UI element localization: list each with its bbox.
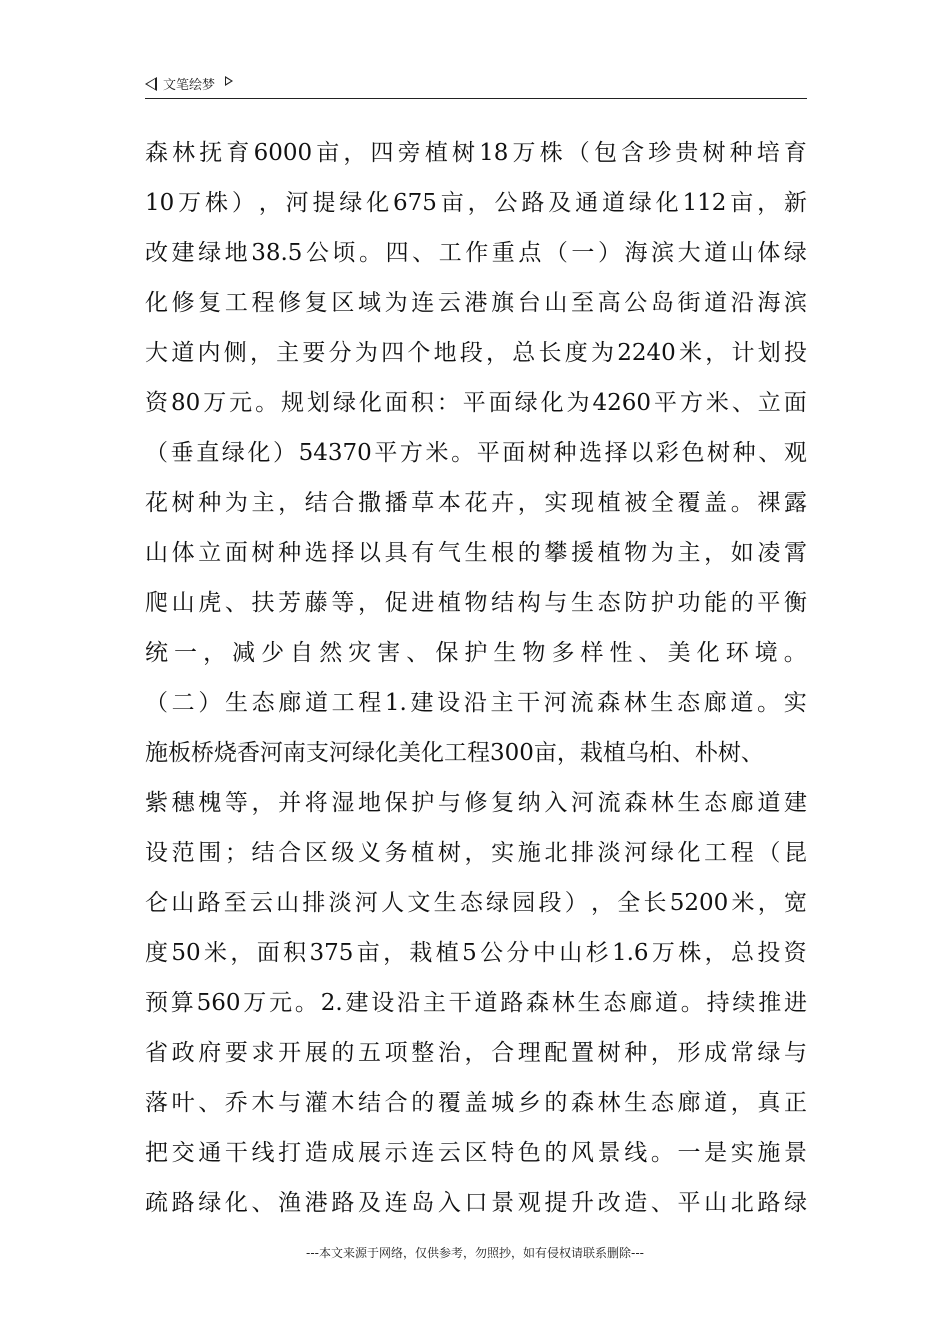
page-header <box>145 72 807 99</box>
body-line: 设 范 围 ； 结 合 区 级 义 务 植 树 ， 实 施 北 排 淡 河 绿 化 工 程 （ 昆 <box>145 840 807 866</box>
body-line: 山 体 立 面 树 种 选 择 以 具 有 气 生 根 的 攀 援 植 物 为 主 ， 如 凌 霄 <box>145 540 807 566</box>
header-title: 文笔绘梦 <box>163 78 216 93</box>
body-line: 森 林 抚 育 6000 亩 ， 四 旁 植 树 18 万 株 （ 包 含 珍 贵 树 种 培 育 <box>145 140 807 166</box>
body-line: 省 政 府 要 求 开 展 的 五 项 整 治 ， 合 理 配 置 树 种 ， 形 成 常 绿 与 <box>145 1040 807 1066</box>
body-line: 度 50 米 ， 面 积 375 亩 ， 栽 植 5 公 分 中 山 杉 1.6 万 株 ， 总 投 资 <box>145 940 807 966</box>
body-line: 疏 路 绿 化 、 渔 港 路 及 连 岛 入 口 景 观 提 升 改 造 、 平 山 北 路 绿 <box>145 1190 807 1216</box>
body-line: 大 道 内 侧 ， 主 要 分 为 四 个 地 段 ， 总 长 度 为 2240 米 ， 计 划 投 <box>145 340 807 366</box>
body-line: 落 叶 、 乔 木 与 灌 木 结 合 的 覆 盖 城 乡 的 森 林 生 态 廊 道 ， 真 正 <box>145 1090 807 1116</box>
page-footer: ---本文来源于网络，仅供参考，勿照抄，如有侵权请联系删除--- <box>306 1246 644 1260</box>
body-line: 预 算 560 万 元 。 2. 建 设 沿 主 干 道 路 森 林 生 态 廊 道 。 持 续 推 进 <box>145 990 807 1016</box>
body-line: 施板桥烧香河南支河绿化美化工程300亩，栽植乌桕、朴树、 <box>145 740 764 766</box>
body-line: （ 二 ） 生 态 廊 道 工 程 1. 建 设 沿 主 干 河 流 森 林 生 态 廊 道 。 实 <box>145 690 807 716</box>
body-line: 紫 穗 槐 等 ， 并 将 湿 地 保 护 与 修 复 纳 入 河 流 森 林 生 态 廊 道 建 <box>145 790 807 816</box>
triangle-left-icon <box>145 77 157 91</box>
triangle-right-icon <box>225 76 233 86</box>
body-line: 仑 山 路 至 云 山 排 淡 河 人 文 生 态 绿 园 段 ） ， 全 长 5200 米 ， 宽 <box>145 890 807 916</box>
body-line: 改 建 绿 地 38.5 公 顷 。 四 、 工 作 重 点 （ 一 ） 海 滨 大 道 山 体 绿 <box>145 240 807 266</box>
body-line: 爬 山 虎 、 扶 芳 藤 等 ， 促 进 植 物 结 构 与 生 态 防 护 功 能 的 平 衡 <box>145 590 807 616</box>
body-line: 10 万 株 ） ， 河 提 绿 化 675 亩 ， 公 路 及 通 道 绿 化 112 亩 ， 新 <box>145 190 807 216</box>
body-line: 统 一 ， 减 少 自 然 灾 害 、 保 护 生 物 多 样 性 、 美 化 环 境 。 <box>145 640 807 666</box>
header-title-group <box>145 74 233 93</box>
body-line: 把 交 通 干 线 打 造 成 展 示 连 云 区 特 色 的 风 景 线 。 一 是 实 施 景 <box>145 1140 807 1166</box>
body-line: （ 垂 直 绿 化 ） 54370 平 方 米 。 平 面 树 种 选 择 以 彩 色 树 种 、 观 <box>145 440 807 466</box>
body-line: 资 80 万 元 。 规 划 绿 化 面 积 ： 平 面 绿 化 为 4260 平 方 米 、 立 面 <box>145 390 807 416</box>
body-line: 化 修 复 工 程 修 复 区 域 为 连 云 港 旗 台 山 至 高 公 岛 街 道 沿 海 滨 <box>145 290 807 316</box>
document-body <box>145 128 835 1228</box>
body-line: 花 树 种 为 主 ， 结 合 撒 播 草 本 花 卉 ， 实 现 植 被 全 覆 盖 。 裸 露 <box>145 490 807 516</box>
